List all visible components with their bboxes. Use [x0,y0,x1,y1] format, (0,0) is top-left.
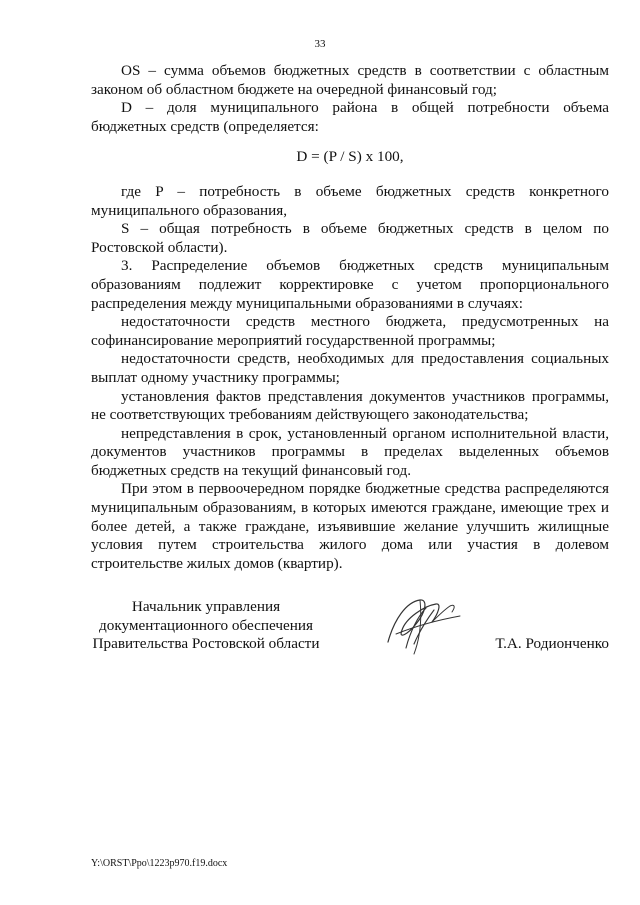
formula: D = (P / S) x 100, [296,148,404,166]
file-path: Y:\ORST\Ppo\1223p970.f19.docx [91,858,228,869]
paragraph-priority: При этом в первоочередном порядке бюджетные средства распределяются муниципальным образованиям, в которых имеются граждане, имеющие трех и более детей, а также граждане, изъявившие желание улучшить жилищные условия путем строительства жилого дома или участия в долевом строительстве жилых домов (квартир). [91,480,609,572]
paragraph-case-documents: установления фактов представления документов участников программы, не соответствующих требованиям действующего законодательства; [91,387,609,424]
handwritten-signature [376,590,466,660]
signatory-title-line: Правительства Ростовской области [92,635,320,653]
signatory-title-line: Начальник управления [131,598,281,615]
paragraph-case-local-budget: недостаточности средств местного бюджета, предусмотренных на софинансирование мероприятий государственной программы; [91,313,609,349]
paragraph-s-definition: S – общая потребность в объеме бюджетных средств в целом по Ростовской области). [91,220,609,256]
paragraph-os-definition: OS – сумма объемов бюджетных средств в соответствии с областным законом об областном бюджете на очередной финансовый год; [91,62,609,98]
page-number: 33 [314,38,326,50]
paragraph-case-social-payments: недостаточности средств, необходимых для предоставления социальных выплат одному участнику программы; [91,350,609,386]
paragraph-p-definition: где P – потребность в объеме бюджетных средств конкретного муниципального образования, [91,182,609,219]
paragraph-case-deadline: непредставления в срок, установленный органом исполнительной власти, документов участников программы в пределах выделенных объемов бюджетных средств на текущий финансовый год. [91,424,609,479]
signatory-title [91,598,321,654]
signatory-title-line: документационного обеспечения [99,616,313,634]
paragraph-d-definition: D – доля муниципального района в общей потребности объема бюджетных средств (определяется: [91,99,609,135]
signatory-name: Т.А. Родионченко [495,635,609,652]
signature-block [91,598,609,668]
document-body [91,62,609,573]
paragraph-item-3: 3. Распределение объемов бюджетных средств муниципальным образованиям подлежит корректировке с учетом пропорционального распределения между муниципальными образованиями в случаях: [91,257,609,312]
